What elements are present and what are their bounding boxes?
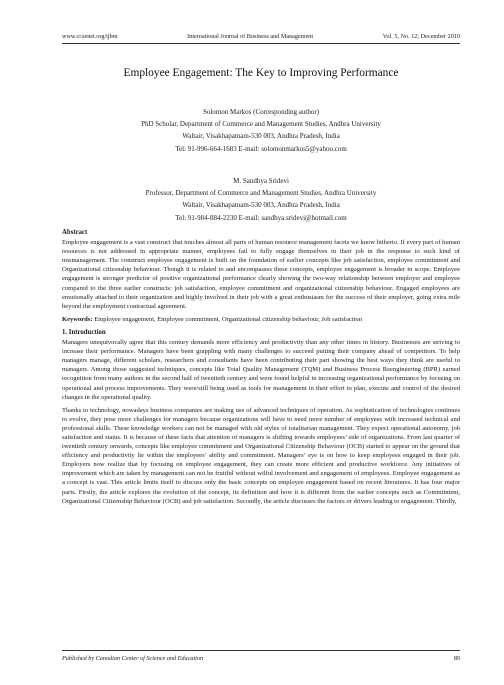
abstract-text: Employee engagement is a vast construct that touches almost all parts of human resource management facets we know hitherto. If every part of human resources is not addressed in appropriate manner, employees fail to fully engage themselves in their job in the response to such kind of mismanagement. The construct employee engagement is built on the foundation of earlier concepts like job satisfaction, employee commitment and Organizational citizenship behaviour. Though it is related to and encompasses these concepts, employee engagement is broader in scope. Employee engagement is stronger predictor of positive organizational performance clearly showing the two-way relationship between employer and employee compared to the three earlier constructs: job satisfaction, employee commitment and organizational citizenship behaviour. Engaged employees are emotionally attached to their organization and highly involved in their job with a great enthusiasm for the success of their employer, going extra mile beyond the employment contractual agreement. xyxy=(62,239,460,310)
author-address: Waltair, Visakhapatnam-530 003, Andhra Pradesh, India xyxy=(182,132,340,141)
article-body xyxy=(62,228,460,510)
header-rule xyxy=(62,43,460,44)
footer-rule xyxy=(62,650,460,651)
author-contact: Tel: 91-984-884-2230 E-mail: sandhya.sridevi@hotmail.com xyxy=(175,213,347,222)
abstract-heading: Abstract xyxy=(62,229,88,236)
keywords-line xyxy=(62,315,460,324)
introduction-paragraph-2: Thanks to technology, nowadays business companies are making use of advanced techniques of operation. As sophistication of technologies continues to evolve, they pose more challenges for managers because organizations will have to need more number of employees with increased technical and professional skills. These knowledge workers can not be managed with old styles of totalitarian management. They expect operational autonomy, job satisfaction and status. It is because of these facts that attention of managers is shifting towards employees’ side of organizations. From last quarter of twentieth century onwards, concepts like employee commitment and Organizational Citizenship Behaviour (OCB) started to appear on the ground that efficiency and productivity lie within the employees’ ability and commitment. Managers’ eye is on how to keep employees engaged in their job. Employers now realize that by focusing on employee engagement, they can create more efficient and productive workforce. Any initiatives of improvement which are taken by management can not be fruitful without wilful involvement and engagement of employees. Employee engagement as a concept is vast. This article limits itself to discuss only the basic concepts on employee engagement based on recent literatures. It has four major parts. Firstly, the article explores the evolution of the concept, its definition and how it is different from the earlier concepts such as Commitment, Organizational Citizenship Behaviour (OCB) and job satisfaction. Secondly, the article discusses the factors or drivers leading to engagement. Thirdly, xyxy=(62,406,460,505)
keywords-label: Keywords: xyxy=(62,315,93,323)
author-block-1 xyxy=(62,106,460,155)
author-affiliation: Professor, Department of Commerce and Management Studies, Andhra University xyxy=(145,189,377,198)
page-number: 89 xyxy=(453,655,460,662)
journal-name: International Journal of Business and Management xyxy=(187,33,314,40)
journal-issue: Vol. 5, No. 12; December 2010 xyxy=(382,33,460,40)
running-footer xyxy=(62,655,460,662)
author-contact: Tel: 91-996-664-1683 E-mail: solomonmarkos5@yahoo.com xyxy=(175,144,347,153)
footer-publisher: Published by Canadian Center of Science and Education xyxy=(62,655,204,662)
author-block-2 xyxy=(62,175,460,224)
article-title: Employee Engagement: The Key to Improving Performance xyxy=(123,67,399,79)
author-affiliation: PhD Scholar, Department of Commerce and Management Studies, Andhra University xyxy=(141,120,381,129)
author-name: Solomon Markos (Corresponding author) xyxy=(202,108,320,116)
introduction-heading: 1. Introduction xyxy=(62,328,106,336)
author-name: M. Sandhya Sridevi xyxy=(233,177,289,185)
running-header xyxy=(62,33,460,40)
keywords-text: Employee engagement, Employee commitment, Organizational citizenship behaviour, Job satisfaction xyxy=(94,315,362,323)
author-address: Waltair, Visakhapatnam-530 003, Andhra Pradesh, India xyxy=(182,201,340,210)
journal-website[interactable]: www.ccsenet.org/ijbm xyxy=(62,33,118,40)
introduction-paragraph-1: Managers unequivocally agree that this century demands more efficiency and productivity than any other times in history. Businesses are striving to increase their performance. Managers have been grappling with many challenges to succeed putting their company ahead of competitors. To help managers manage, different scholars, researchers and consultants have been contributing their part showing the best ways they think are useful to managers. Among those suggested techniques, concepts like Total Quality Management (TQM) and Business Process Reengineering (BPR) earned recognition from many authors in the second half of twentieth century and were found helpful in increasing organizational performance by focusing on operational and process improvements. They were/still being used as tools for management in their effort to plan, execute and control of the desired changes in the operational quality. xyxy=(62,339,460,401)
